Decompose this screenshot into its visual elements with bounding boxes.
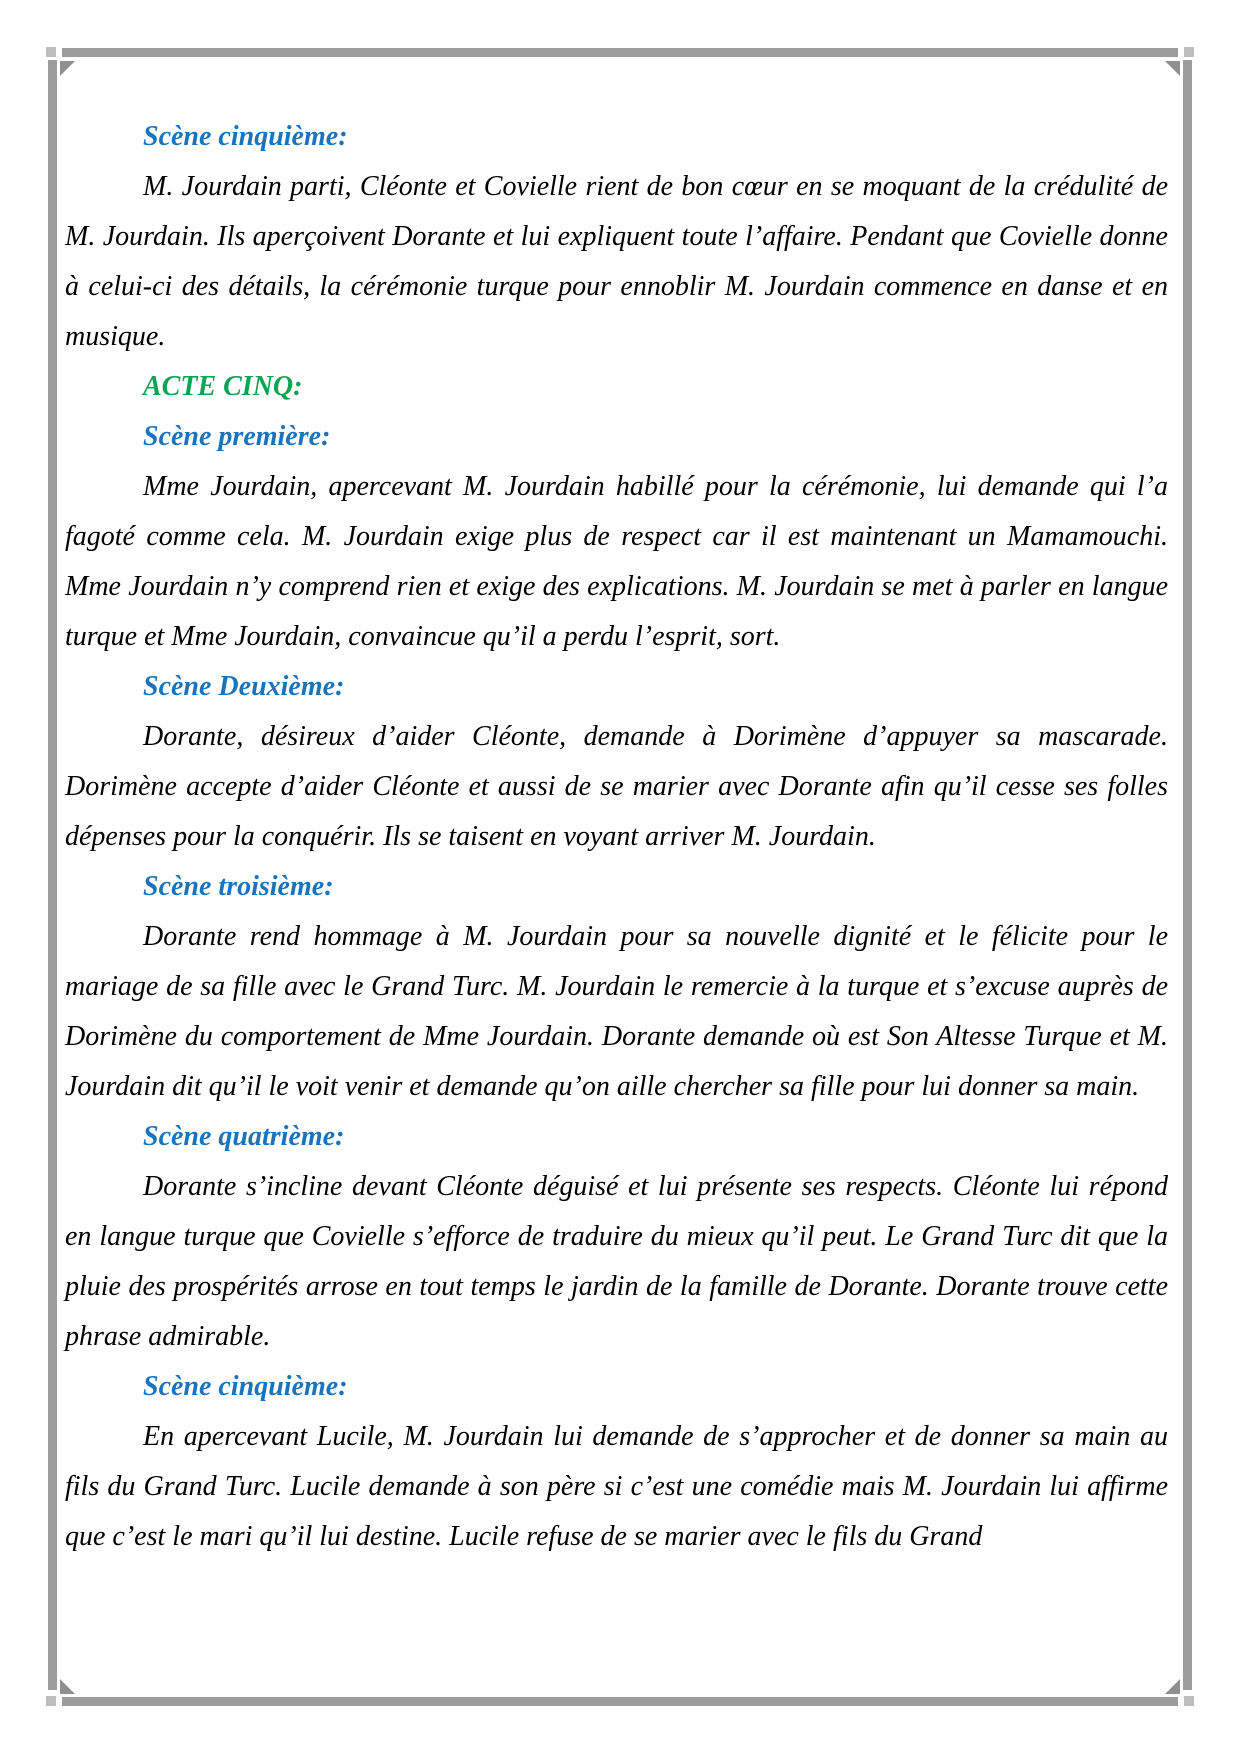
- document-content: [65, 112, 1168, 1562]
- summary-paragraph: M. Jourdain parti, Cléonte et Covielle rient de bon cœur en se moquant de la crédulité de M. Jourdain. Ils aperçoivent Dorante et lui expliquent toute l’affaire. Pendant que Covielle donne à celui-ci des détails, la cérémonie turque pour ennoblir M. Jourdain commence en danse et en musique.: [65, 171, 1168, 352]
- border-corner-square-bottom-left: [46, 1696, 56, 1706]
- border-corner-square-top-right: [1184, 47, 1194, 57]
- page-border-bottom: [62, 1697, 1178, 1706]
- page-border-left: [48, 60, 57, 1690]
- scene-heading: Scène quatrième:: [143, 1121, 345, 1152]
- summary-paragraph: Dorante s’incline devant Cléonte déguisé et lui présente ses respects. Cléonte lui répond en langue turque que Covielle s’efforce de traduire du mieux qu’il peut. Le Grand Turc dit que la pluie des prospérités arrose en tout temps le jardin de la famille de Dorante. Dorante trouve cette phrase admirable.: [65, 1171, 1168, 1352]
- page-border-top: [62, 48, 1178, 57]
- summary-paragraph: Dorante, désireux d’aider Cléonte, demande à Dorimène d’appuyer sa mascarade. Dorimène accepte d’aider Cléonte et aussi de se marier avec Dorante afin qu’il cesse ses folles dépenses pour la conquérir. Ils se taisent en voyant arriver M. Jourdain.: [65, 721, 1168, 852]
- act-heading: ACTE CINQ:: [143, 371, 303, 402]
- border-corner-triangle-bottom-right-icon: [1165, 1679, 1180, 1694]
- scene-heading: Scène Deuxième:: [143, 671, 345, 702]
- border-corner-triangle-bottom-left-icon: [60, 1679, 75, 1694]
- border-corner-square-bottom-right: [1184, 1696, 1194, 1706]
- scene-heading: Scène première:: [143, 421, 331, 452]
- summary-paragraph: Mme Jourdain, apercevant M. Jourdain habillé pour la cérémonie, lui demande qui l’a fagoté comme cela. M. Jourdain exige plus de respect car il est maintenant un Mamamouchi. Mme Jourdain n’y comprend rien et exige des explications. M. Jourdain se met à parler en langue turque et Mme Jourdain, convaincue qu’il a perdu l’esprit, sort.: [65, 471, 1168, 652]
- summary-paragraph: En apercevant Lucile, M. Jourdain lui demande de s’approcher et de donner sa main au fils du Grand Turc. Lucile demande à son père si c’est une comédie mais M. Jourdain lui affirme que c’est le mari qu’il lui destine. Lucile refuse de se marier avec le fils du Grand: [65, 1421, 1168, 1552]
- border-corner-triangle-top-right-icon: [1165, 61, 1180, 76]
- page-border-right: [1183, 60, 1192, 1690]
- scene-heading: Scène cinquième:: [143, 121, 348, 152]
- border-corner-square-top-left: [46, 47, 56, 57]
- border-corner-triangle-top-left-icon: [60, 61, 75, 76]
- summary-paragraph: Dorante rend hommage à M. Jourdain pour sa nouvelle dignité et le félicite pour le mariage de sa fille avec le Grand Turc. M. Jourdain le remercie à la turque et s’excuse auprès de Dorimène du comportement de Mme Jourdain. Dorante demande où est Son Altesse Turque et M. Jourdain dit qu’il le voit venir et demande qu’on aille chercher sa fille pour lui donner sa main.: [65, 921, 1168, 1102]
- scene-heading: Scène cinquième:: [143, 1371, 348, 1402]
- scene-heading: Scène troisième:: [143, 871, 334, 902]
